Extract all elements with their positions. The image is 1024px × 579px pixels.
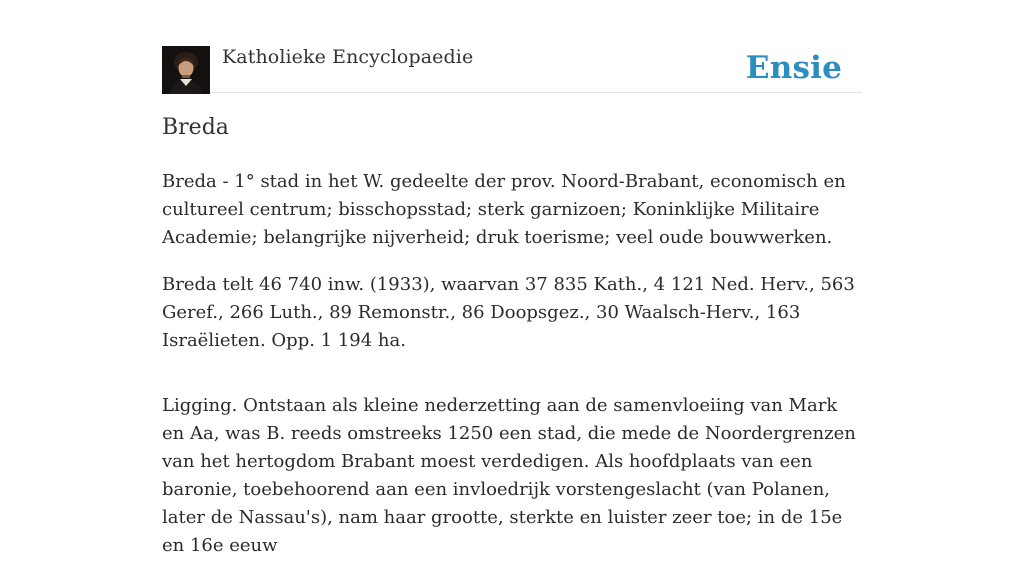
page-title: Breda bbox=[162, 115, 229, 140]
site-header bbox=[162, 46, 862, 93]
source-title[interactable]: Katholieke Encyclopaedie bbox=[222, 46, 474, 68]
portrait-avatar-icon[interactable] bbox=[162, 46, 210, 94]
article-paragraph: Ligging. Ontstaan als kleine nederzetting aan de samenvloeiing van Mark en Aa, was B. reeds omstreeks 1250 een stad, die mede de Noordergrenzen van het hertogdom Brabant moest verdedigen. Als hoofdplaats van een baronie, toebehoorend aan een invloedrijk vorstengeslacht (van Polanen, later de Nassau's), nam haar grootte, sterkte en luister zeer toe; in de 15e en 16e eeuw bbox=[162, 395, 856, 556]
brand-logo-link[interactable]: Ensie bbox=[745, 50, 842, 86]
portrait-image bbox=[162, 46, 210, 94]
article-body bbox=[162, 168, 862, 579]
article-paragraph: Breda - 1° stad in het W. gedeelte der prov. Noord-Brabant, economisch en cultureel centrum; bisschopsstad; sterk garnizoen; Koninklijke Militaire Academie; belangrijke nijverheid; druk toerisme; veel oude bouwwerken. bbox=[162, 171, 846, 248]
article-paragraph: Breda telt 46 740 inw. (1933), waarvan 37 835 Kath., 4 121 Ned. Herv., 563 Geref., 266 Luth., 89 Remonstr., 86 Doopsgez., 30 Waalsch-Herv., 163 Israëlieten. Opp. 1 194 ha. bbox=[162, 274, 855, 351]
